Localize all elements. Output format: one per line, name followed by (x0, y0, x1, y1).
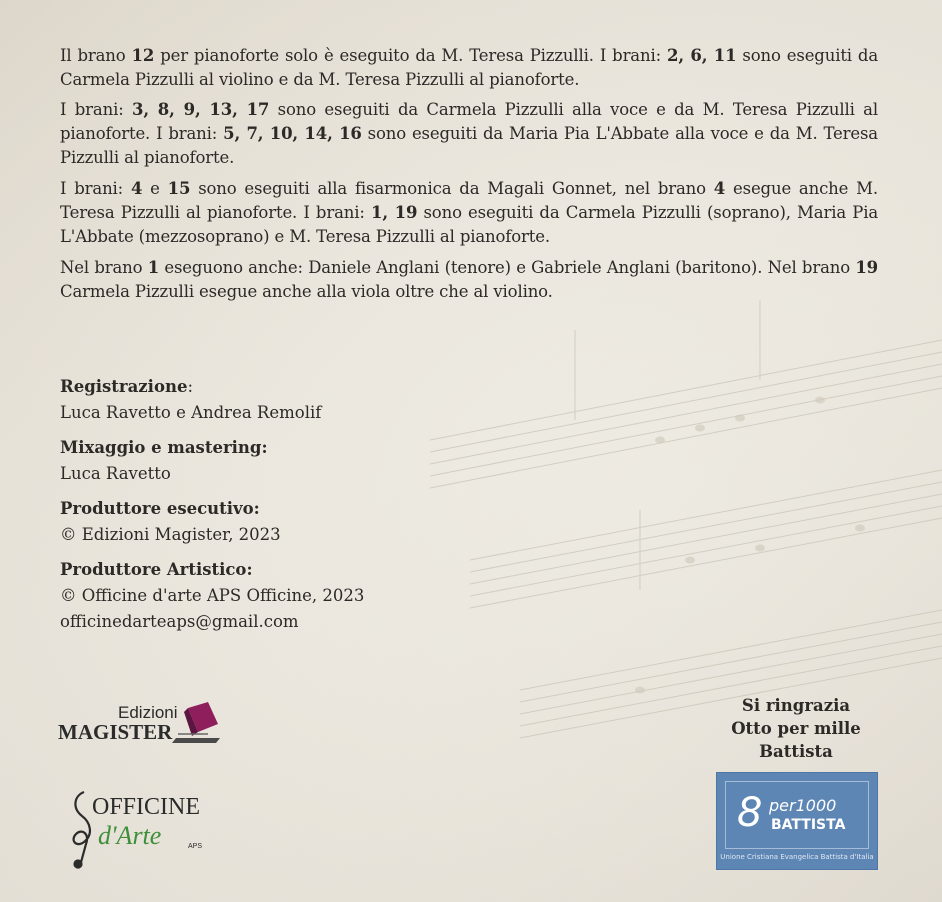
credits-block (60, 374, 480, 644)
credit-heading: Mixaggio e mastering: (60, 438, 268, 457)
logo-darte-text: d'Arte (98, 821, 162, 850)
credit-heading-colon: : (187, 377, 194, 396)
credit-value: Luca Ravetto e Andrea Remolif (60, 403, 322, 422)
badge-battista: BATTISTA (771, 817, 846, 833)
logo-aps-text: APS (188, 843, 203, 850)
credit-produttore-artistico (60, 557, 480, 635)
paragraph-4: Nel brano 1 eseguono anche: Daniele Anglani (tenore) e Gabriele Anglani (baritono). Nel brano 19 Carmela Pizzulli esegue anche alla viola oltre che al violino. (60, 258, 878, 301)
credit-registrazione (60, 374, 480, 426)
logo-magister-text: MAGISTER (58, 720, 173, 744)
credit-value: © Officine d'arte APS Officine, 2023 (60, 586, 365, 605)
book-icon (172, 702, 220, 743)
thanks-line: Battista (759, 742, 833, 761)
thanks-line: Otto per mille (731, 719, 861, 738)
otto-per-mille-badge (716, 772, 878, 870)
logo-edizioni-text: Edizioni (118, 703, 178, 722)
credit-value: © Edizioni Magister, 2023 (60, 525, 281, 544)
badge-eight: 8 (737, 790, 763, 836)
thanks-line: Si ringrazia (741, 696, 851, 715)
badge-per1000: per1000 (769, 796, 837, 815)
credit-heading: Registrazione (60, 377, 188, 396)
credit-heading: Produttore esecutivo: (60, 499, 260, 518)
edizioni-magister-logo (58, 694, 228, 748)
badge-subtitle: Unione Cristiana Evangelica Battista d'Italia (720, 853, 874, 861)
contact-email: officinedarteaps@gmail.com (60, 612, 299, 631)
credit-value: Luca Ravetto (60, 464, 171, 483)
credit-mixaggio (60, 435, 480, 487)
credit-produttore-esecutivo (60, 496, 480, 548)
thanks-note (716, 694, 876, 763)
logo-officine-text: OFFICINE (92, 794, 201, 820)
paragraph-3: I brani: 4 e 15 sono eseguiti alla fisarmonica da Magali Gonnet, nel brano 4 esegue anche M. Teresa Pizzulli al pianoforte. I brani: 1, 19 sono eseguiti da Carmela Pizzulli (soprano), Maria Pia L'Abbate (mezzosoprano) e M. Teresa Pizzulli al pianoforte. (60, 179, 879, 246)
paragraph-2: I brani: 3, 8, 9, 13, 17 sono eseguiti da Carmela Pizzulli alla voce e da M. Teresa Pizzulli al pianoforte. I brani: 5, 7, 10, 14, 16 sono eseguiti da Maria Pia L'Abbate alla voce e da M. Teresa Pizzulli al pianoforte. (60, 100, 878, 167)
officine-darte-logo (64, 782, 224, 870)
paragraph-1: Il brano 12 per pianoforte solo è eseguito da M. Teresa Pizzulli. I brani: 2, 6, 11 sono eseguiti da Carmela Pizzulli al violino e da M. Teresa Pizzulli al pianoforte. (60, 46, 878, 89)
treble-clef-icon (74, 792, 90, 868)
credit-heading: Produttore Artistico: (60, 560, 253, 579)
